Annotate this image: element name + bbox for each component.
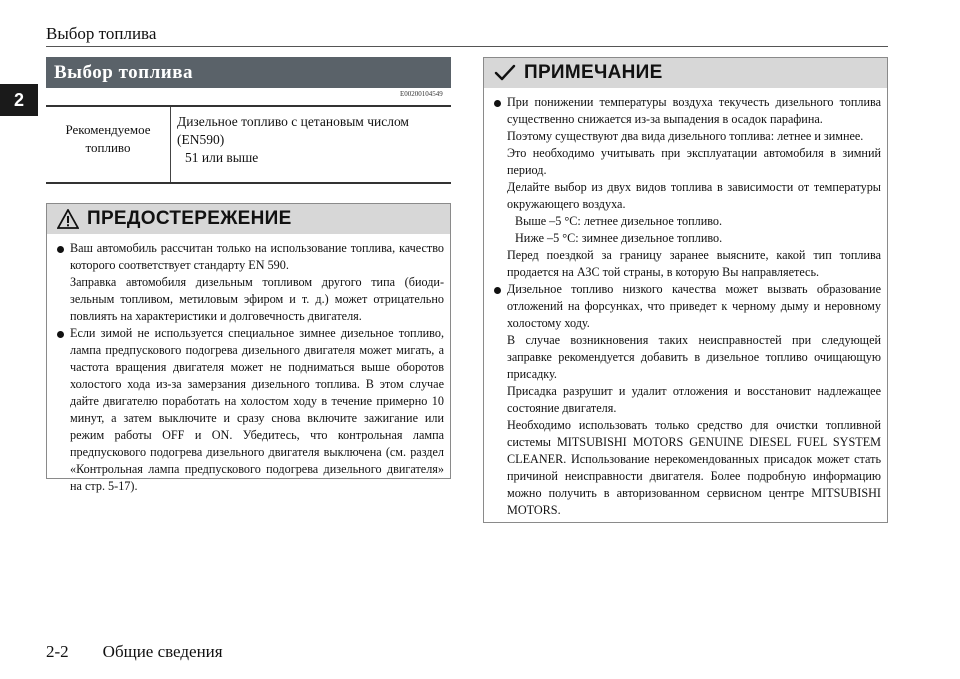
note-text: Это необходимо учитывать при эксплуатации автомобиля в зимний период.	[507, 146, 881, 177]
note-header	[484, 58, 887, 88]
warning-text: Ваш автомобиль рассчитан только на использование топлива, качество которого соответствует стандарту EN 590.	[70, 241, 444, 272]
warning-text: Если зимой не используется специальное зимнее дизельное топливо, лампа предпускового подогрева дизельного двигателя может мигать, а частота вращения двигателя может не подниматься выше оборотов холостого хода из-за замерзания дизельного топлива. В этом случае дайте двигателю поработать на холостом ходу в течение примерно 10 минут, а затем выключите и сразу снова включите зажигание или режим работы OFF и ON. Убедитесь, что контрольная лампа предпускового подогрева дизельного двигателя выключена (см. раздел «Контрольная лампа предпускового подогрева дизельного двигателя» на стр. 5-17).	[70, 326, 444, 493]
warning-header	[47, 204, 450, 234]
section-title: Выбор топлива	[46, 57, 451, 88]
note-text: Необходимо использовать только средство для очистки топливной системы MITSUBISHI MOTORS GENUINE DIESEL FUEL SYSTEM CLEANER. Использование нерекомендованных присадок может стать причиной неисправности двигателя. Более подробную информацию можно получить в авторизованном сервисном центре MITSUBISHI MOTORS.	[507, 418, 881, 517]
note-text: Ниже –5 °C: зимнее дизельное топливо.	[515, 231, 723, 245]
list-item	[494, 94, 881, 281]
bullet-icon	[57, 331, 64, 338]
note-text: Поэтому существуют два вида дизельного топлива: летнее и зимнее.	[507, 129, 864, 143]
header-divider	[46, 46, 888, 47]
warning-text: Заправка автомобиля дизельным топливом другого типа (биодизельным топливом, метиловым эфиром и т. д.) может отрицательно повлиять на характеристики и долговечность двигателя.	[70, 275, 444, 323]
list-item	[57, 240, 444, 325]
pencil-check-icon	[494, 64, 516, 82]
section-code: E00200104549	[400, 90, 443, 98]
note-box	[483, 57, 888, 523]
note-text: Дизельное топливо низкого качества может вызвать образование отложений на форсунках, что приведет к черному дыму и неровному холостому ходу.	[507, 282, 881, 330]
fuel-table-value	[171, 107, 451, 182]
warning-triangle-icon	[57, 209, 79, 229]
fuel-table	[46, 105, 451, 184]
page-footer	[46, 642, 223, 662]
warning-title: ПРЕДОСТЕРЕЖЕНИЕ	[87, 208, 292, 229]
note-text: Делайте выбор из двух видов топлива в зависимости от температуры окружающего воздуха.	[507, 180, 881, 211]
bullet-icon	[494, 100, 501, 107]
note-text: Выше –5 °C: летнее дизельное топливо.	[515, 214, 723, 228]
list-item	[57, 325, 444, 495]
note-title: ПРИМЕЧАНИЕ	[524, 62, 663, 83]
fuel-value-line2: 51 или выше	[185, 150, 259, 165]
warning-box	[46, 203, 451, 493]
page-number: 2-2	[46, 642, 69, 661]
list-item	[494, 281, 881, 519]
page-header-title: Выбор топлива	[46, 24, 157, 43]
note-text: Присадка разрушит и удалит отложения и восстановит надлежащее состояние двигателя.	[507, 384, 881, 415]
footer-section: Общие сведения	[102, 642, 223, 661]
note-body	[484, 88, 887, 527]
warning-body	[47, 234, 450, 503]
note-text: При понижении температуры воздуха текучесть дизельного топлива существенно снижается из-за выпадения в осадок парафина.	[507, 95, 881, 126]
note-text: Перед поездкой за границу заранее выясните, какой тип топлива продается на АЗС той страны, в которую Вы направляетесь.	[507, 248, 881, 279]
chapter-tab: 2	[0, 84, 38, 116]
bullet-icon	[494, 287, 501, 294]
note-text: В случае возникновения таких неисправностей при следующей заправке рекомендуется добавить в дизельное топливо очищающую присадку.	[507, 333, 881, 381]
bullet-icon	[57, 246, 64, 253]
fuel-value-line1: Дизельное топливо с цетановым числом (EN590)	[177, 114, 409, 147]
fuel-table-label: Рекомендуемое топливо	[46, 107, 171, 182]
